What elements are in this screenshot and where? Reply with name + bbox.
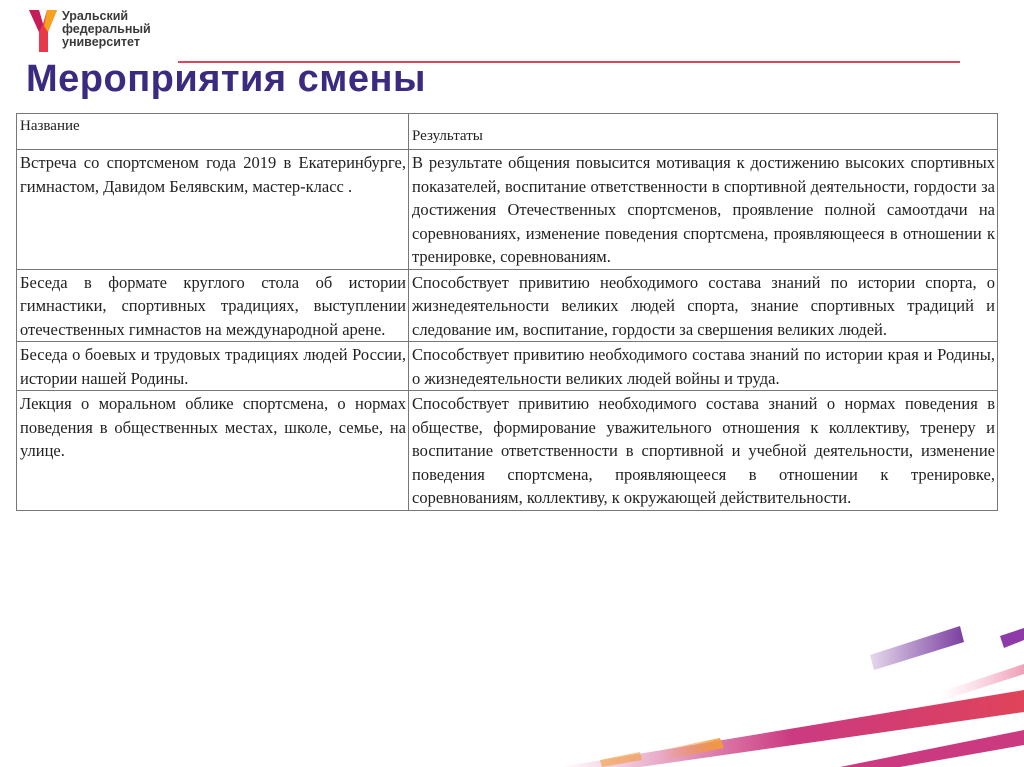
logo-line: Уральский [62,9,129,23]
stripe-purple [870,626,964,670]
university-logo [26,6,166,56]
table-row [17,391,998,511]
event-name-cell: Лекция о моральном облике спортсмена, о нормах поведения в общественных местах, школе, семье, на улице. [17,391,409,511]
stripe-magenta-2 [840,730,1024,767]
column-header-name: Название [17,114,409,150]
logo-line: федеральный [62,22,151,36]
events-table [16,113,998,511]
event-result-cell: В результате общения повысится мотивация к достижению высоких спортивных показателей, воспитание ответственности в спортивной деятельности, гордости за достижения Отечественных спортсменов, проявление полной самоотдачи на соревнованиях, изменение поведения спортсмена, проявляющееся в отношении к тренировке, соревнованиям. [409,150,998,270]
event-name-cell: Встреча со спортсменом года 2019 в Екатеринбурге, гимнастом, Давидом Белявским, мастер-класс . [17,150,409,270]
stripe-orange-small [600,752,642,767]
stripe-pink [940,664,1024,700]
logo-line: университет [62,35,140,49]
table-row [17,269,998,342]
table-row [17,150,998,270]
table-header-row [17,114,998,150]
event-result-cell: Способствует привитию необходимого состава знаний по истории края и Родины, о жизнедеятельности великих людей войны и труда. [409,342,998,391]
page-title: Мероприятия смены [26,58,426,100]
column-header-results: Результаты [409,114,998,150]
event-name-cell: Беседа в формате круглого стола об истории гимнастики, спортивных традициях, выступлении отечественных гимнастов на международной арене. [17,269,409,342]
event-result-cell: Способствует привитию необходимого состава знаний о нормах поведения в обществе, формирование уважительного отношения к коллективу, тренеру и воспитание ответственности в спортивной и учебной деятельности, изменение поведения спортсмена, проявляющееся в отношении к тренировке, соревнованиям, коллективу, к окружающей действительности. [409,391,998,511]
stripe-orange [660,738,724,760]
event-result-cell: Способствует привитию необходимого состава знаний по истории спорта, о жизнедеятельности великих людей спорта, знание спортивных традиций и следование им, воспитание, гордости за свершения великих людей. [409,269,998,342]
stripe-purple-small [1000,628,1024,648]
ufu-logo-mark-icon [26,6,60,54]
event-name-cell: Беседа о боевых и трудовых традициях людей России, истории нашей Родины. [17,342,409,391]
logo-text [62,10,151,49]
stripe-magenta [560,690,1024,767]
table-row [17,342,998,391]
